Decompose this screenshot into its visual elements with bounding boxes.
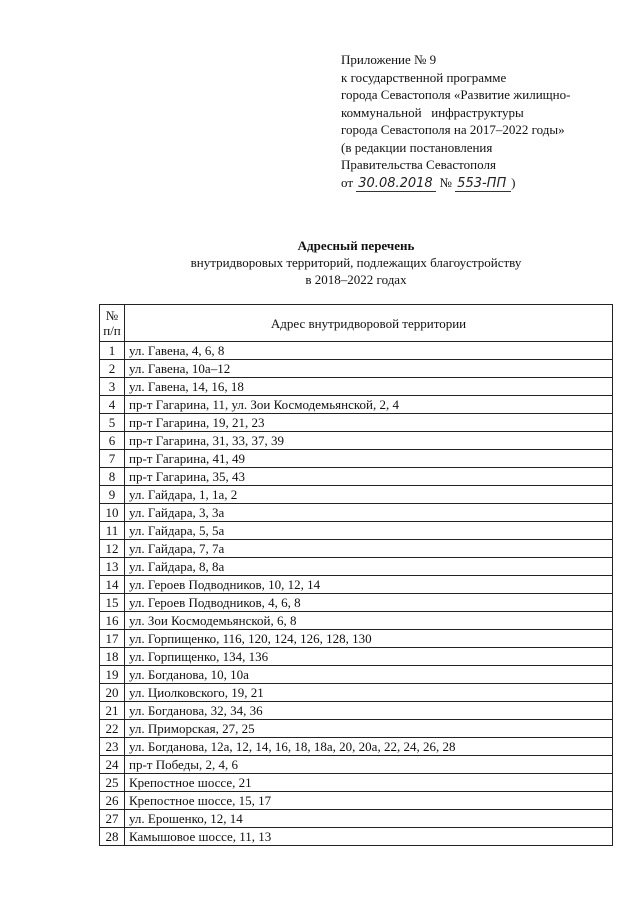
table-row xyxy=(100,720,613,738)
row-number: 22 xyxy=(100,720,125,738)
row-address: пр-т Победы, 2, 4, 6 xyxy=(125,756,613,774)
row-address: ул. Гавена, 4, 6, 8 xyxy=(125,342,613,360)
row-address: ул. Приморская, 27, 25 xyxy=(125,720,613,738)
header-number xyxy=(100,305,125,342)
table-row xyxy=(100,558,613,576)
row-number: 26 xyxy=(100,792,125,810)
row-number: 20 xyxy=(100,684,125,702)
row-address: ул. Гавена, 10а–12 xyxy=(125,360,613,378)
appendix-line: города Севастополя на 2017–2022 годы» xyxy=(341,122,565,137)
row-address: ул. Богданова, 10, 10а xyxy=(125,666,613,684)
appendix-line: города Севастополя «Развитие жилищно- xyxy=(341,87,571,102)
address-table xyxy=(99,304,613,846)
row-number: 17 xyxy=(100,630,125,648)
row-address: ул. Гайдара, 7, 7а xyxy=(125,540,613,558)
row-number: 4 xyxy=(100,396,125,414)
appendix-line: коммунальной инфраструктуры xyxy=(341,104,524,120)
table-row xyxy=(100,828,613,846)
table-row xyxy=(100,756,613,774)
row-address: ул. Гайдара, 3, 3а xyxy=(125,504,613,522)
row-number: 9 xyxy=(100,486,125,504)
row-number: 10 xyxy=(100,504,125,522)
row-address: ул. Ерошенко, 12, 14 xyxy=(125,810,613,828)
row-address: ул. Гайдара, 1, 1а, 2 xyxy=(125,486,613,504)
table-row xyxy=(100,738,613,756)
close-paren: ) xyxy=(511,174,516,190)
appendix-line: к государственной программе xyxy=(341,69,507,85)
table-row xyxy=(100,684,613,702)
row-address: ул. Гавена, 14, 16, 18 xyxy=(125,378,613,396)
table-row xyxy=(100,594,613,612)
table-row xyxy=(100,612,613,630)
row-number: 2 xyxy=(100,360,125,378)
row-address: ул. Горпищенко, 134, 136 xyxy=(125,648,613,666)
row-number: 14 xyxy=(100,576,125,594)
table-row xyxy=(100,486,613,504)
row-number: 28 xyxy=(100,828,125,846)
row-number: 18 xyxy=(100,648,125,666)
table-row xyxy=(100,504,613,522)
row-number: 6 xyxy=(100,432,125,450)
table-row xyxy=(100,792,613,810)
row-address: ул. Гайдара, 8, 8а xyxy=(125,558,613,576)
row-address: ул. Гайдара, 5, 5а xyxy=(125,522,613,540)
table-row xyxy=(100,576,613,594)
row-number: 24 xyxy=(100,756,125,774)
row-address: ул. Героев Подводников, 4, 6, 8 xyxy=(125,594,613,612)
appendix-block xyxy=(341,51,626,192)
row-address: Крепостное шоссе, 15, 17 xyxy=(125,792,613,810)
row-number: 27 xyxy=(100,810,125,828)
table-row xyxy=(100,522,613,540)
row-address: Камышовое шоссе, 11, 13 xyxy=(125,828,613,846)
appendix-line: Приложение № 9 xyxy=(341,52,437,67)
table-row xyxy=(100,630,613,648)
table-header-row xyxy=(100,305,613,342)
row-number: 19 xyxy=(100,666,125,684)
header-number-line2: п/п xyxy=(103,323,121,338)
table-body xyxy=(100,342,613,846)
table-row xyxy=(100,432,613,450)
row-number: 3 xyxy=(100,378,125,396)
row-number: 13 xyxy=(100,558,125,576)
table-row xyxy=(100,468,613,486)
document-heading xyxy=(0,237,632,288)
document-years: в 2018–2022 годах xyxy=(305,272,407,287)
table-row xyxy=(100,360,613,378)
decree-date: 30.08.2018 xyxy=(356,177,436,192)
header-address: Адрес внутридворовой территории xyxy=(125,305,613,342)
row-number: 12 xyxy=(100,540,125,558)
table-row xyxy=(100,666,613,684)
row-address: ул. Богданова, 32, 34, 36 xyxy=(125,702,613,720)
row-address: ул. Богданова, 12а, 12, 14, 16, 18, 18а, 20, 20а, 22, 24, 26, 28 xyxy=(125,738,613,756)
row-number: 1 xyxy=(100,342,125,360)
row-number: 21 xyxy=(100,702,125,720)
table-row xyxy=(100,540,613,558)
row-number: 25 xyxy=(100,774,125,792)
table-row xyxy=(100,810,613,828)
table-row xyxy=(100,648,613,666)
table-row xyxy=(100,702,613,720)
row-number: 5 xyxy=(100,414,125,432)
row-address: ул. Зои Космодемьянской, 6, 8 xyxy=(125,612,613,630)
decree-reference xyxy=(341,174,626,192)
row-address: Крепостное шоссе, 21 xyxy=(125,774,613,792)
row-address: пр-т Гагарина, 19, 21, 23 xyxy=(125,414,613,432)
row-address: ул. Горпищенко, 116, 120, 124, 126, 128, 130 xyxy=(125,630,613,648)
row-number: 8 xyxy=(100,468,125,486)
header-number-line1: № xyxy=(105,308,119,323)
table-row xyxy=(100,396,613,414)
row-address: пр-т Гагарина, 41, 49 xyxy=(125,450,613,468)
table-row xyxy=(100,414,613,432)
document-subtitle: внутридворовых территорий, подлежащих благоустройству xyxy=(190,255,522,270)
document-title: Адресный перечень xyxy=(297,238,415,253)
appendix-line: Правительства Севастополя xyxy=(341,157,496,172)
row-address: пр-т Гагарина, 31, 33, 37, 39 xyxy=(125,432,613,450)
row-number: 7 xyxy=(100,450,125,468)
row-address: ул. Героев Подводников, 10, 12, 14 xyxy=(125,576,613,594)
table-row xyxy=(100,378,613,396)
row-address: пр-т Гагарина, 11, ул. Зои Космодемьянской, 2, 4 xyxy=(125,396,613,414)
row-number: 15 xyxy=(100,594,125,612)
table-row xyxy=(100,342,613,360)
row-address: ул. Циолковского, 19, 21 xyxy=(125,684,613,702)
table-row xyxy=(100,774,613,792)
number-label: № xyxy=(439,174,452,190)
row-number: 23 xyxy=(100,738,125,756)
decree-number: 553-ПП xyxy=(455,177,511,192)
table-row xyxy=(100,450,613,468)
appendix-line: (в редакции постановления xyxy=(341,139,493,155)
row-number: 11 xyxy=(100,522,125,540)
row-address: пр-т Гагарина, 35, 43 xyxy=(125,468,613,486)
from-label: от xyxy=(341,174,354,190)
row-number: 16 xyxy=(100,612,125,630)
